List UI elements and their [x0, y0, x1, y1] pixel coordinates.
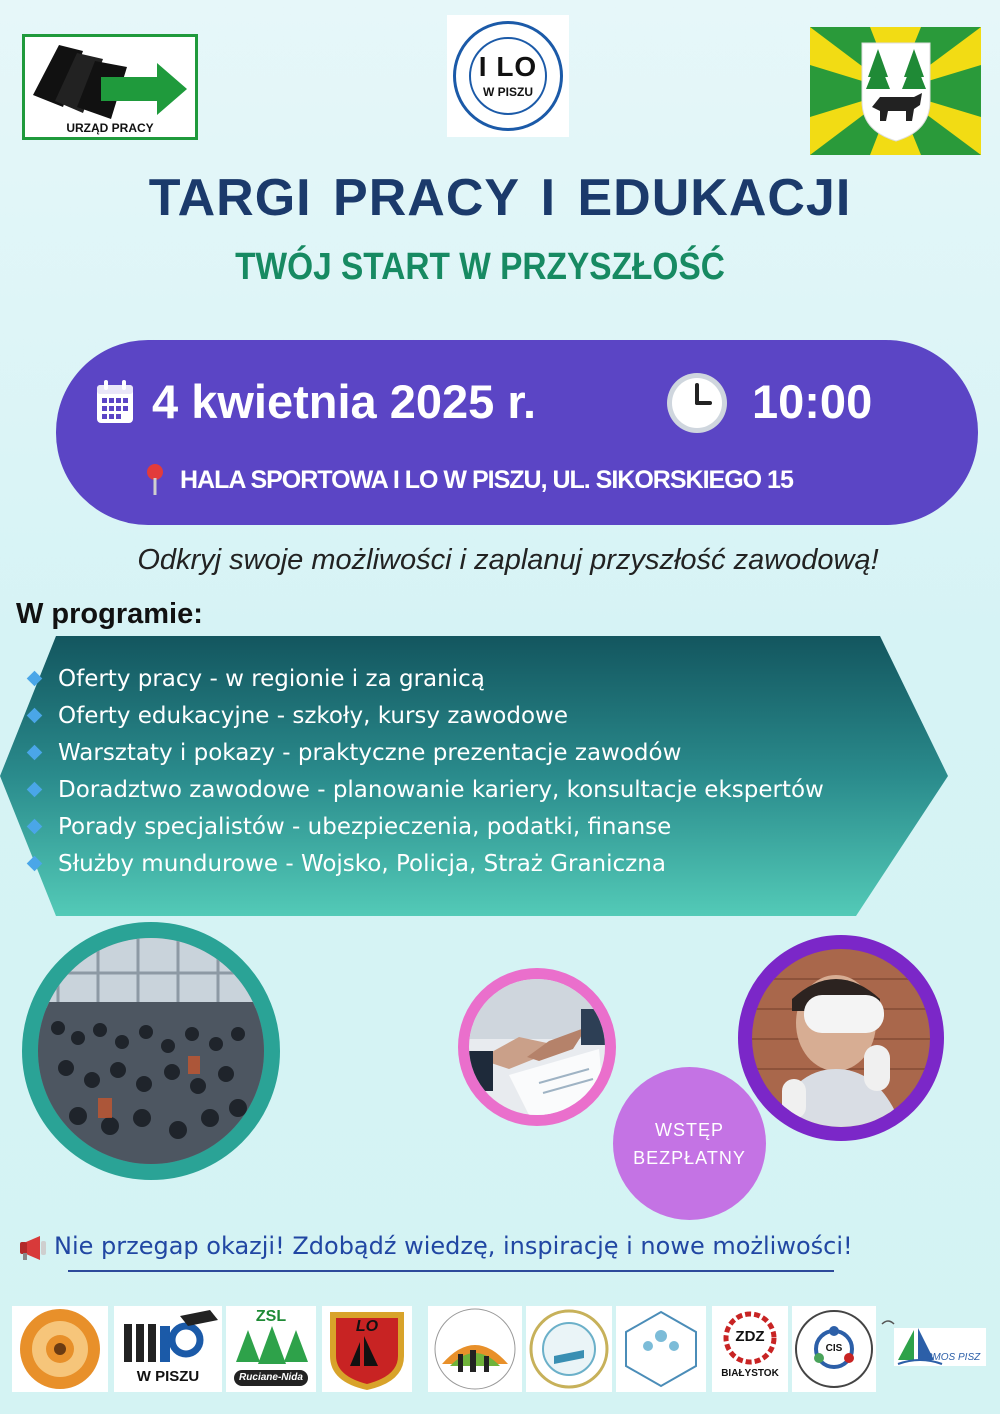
mlo-label: W PISZU — [136, 1368, 200, 1385]
pmos-pisz-logo — [880, 1306, 986, 1392]
lo-orzysz-logo — [322, 1306, 412, 1392]
zdz-label: ZDZ — [735, 1328, 765, 1345]
megaphone-icon — [18, 1236, 48, 1260]
list-item — [26, 734, 824, 771]
badge-line-2: BEZPŁATNY — [633, 1147, 746, 1168]
program-item-text: Doradztwo zawodowe - planowanie kariery, konsultacje ekspertów — [58, 776, 824, 803]
diamond-bullet-icon — [27, 671, 43, 687]
list-item — [26, 771, 824, 808]
list-item — [26, 845, 824, 882]
list-item — [26, 808, 824, 845]
calendar-icon — [96, 380, 134, 424]
zespol-szkol-logo — [526, 1306, 612, 1392]
urzad-pracy-emblem-icon — [25, 37, 195, 121]
pcpr-pisz-logo — [428, 1306, 522, 1392]
program-item-text: Oferty edukacyjne - szkoły, kursy zawodowe — [58, 702, 569, 729]
zespol-szkol-emblem-icon — [526, 1306, 612, 1392]
program-heading: W programie: — [16, 598, 203, 630]
call-to-action: Nie przegap okazji! Zdobądź wiedzę, inspirację i nowe możliwości! — [54, 1232, 853, 1260]
zsl-town-label: Ruciane-Nida — [239, 1372, 303, 1383]
program-item-text: Warsztaty i pokazy - praktyczne prezentacje zawodów — [58, 739, 682, 766]
list-item — [26, 697, 824, 734]
diamond-bullet-icon — [27, 708, 43, 724]
zsl-label: ZSL — [255, 1308, 287, 1325]
location-pin-icon — [146, 464, 164, 496]
logo-ilo-text: I LO — [478, 51, 538, 82]
cta-underline — [68, 1270, 834, 1272]
logo-pisz-text: W PISZU — [483, 85, 533, 99]
counselling-emblem-icon — [616, 1306, 706, 1392]
event-time: 10:00 — [752, 375, 873, 428]
urzad-pracy-logo — [22, 34, 198, 140]
tagline: Odkryj swoje możliwości i zaplanuj przyszłość zawodową! — [137, 544, 879, 576]
program-list — [26, 660, 824, 882]
program-item-text: Służby mundurowe - Wojsko, Policja, Straż Graniczna — [58, 850, 666, 877]
pisz-county-flag-icon — [810, 27, 981, 155]
fair-crowd-photo — [22, 922, 280, 1180]
vr-headset-photo — [738, 935, 944, 1141]
zdz-city-label: BIAŁYSTOK — [721, 1368, 779, 1379]
diamond-bullet-icon — [27, 856, 43, 872]
list-item — [26, 660, 824, 697]
zsl-ruciane-nida-logo — [226, 1306, 316, 1392]
psychological-counselling-logo — [616, 1306, 706, 1392]
diamond-bullet-icon — [27, 819, 43, 835]
pmos-label: PMOS PISZ — [925, 1352, 981, 1363]
badge-line-1: WSTĘP — [654, 1119, 724, 1140]
handshake-photo — [458, 968, 616, 1126]
i-lo-pisz-logo — [447, 15, 569, 137]
urzad-pracy-label: URZĄD PRACY — [66, 121, 154, 135]
free-entry-badge — [613, 1067, 766, 1220]
event-date: 4 kwietnia 2025 r. — [152, 375, 537, 428]
clock-icon — [666, 372, 728, 434]
pcpr-emblem-icon — [428, 1306, 522, 1392]
page-title: TARGI PRACY I EDUKACJI — [148, 169, 852, 227]
lo-orzysz-label: LO — [355, 1318, 379, 1335]
event-info-banner — [56, 340, 978, 525]
diamond-bullet-icon — [27, 782, 43, 798]
event-address: HALA SPORTOWA I LO W PISZU, UL. SIKORSKIEGO 15 — [180, 466, 793, 494]
program-item-text: Oferty pracy - w regionie i za granicą — [58, 665, 485, 692]
cis-label: CIS — [825, 1343, 843, 1354]
zdz-bialystok-logo — [712, 1306, 788, 1392]
diamond-bullet-icon — [27, 745, 43, 761]
zsz-pisz-logo — [12, 1306, 108, 1392]
mlo-emblem-icon — [114, 1306, 222, 1366]
cis-pisz-logo — [792, 1306, 876, 1392]
mlo-pisz-logo — [114, 1306, 222, 1392]
program-item-text: Porady specjalistów - ubezpieczenia, podatki, finanse — [58, 813, 672, 840]
page-subtitle: TWÓJ START W PRZYSZŁOŚĆ — [235, 246, 725, 288]
zsz-emblem-icon — [12, 1306, 108, 1392]
